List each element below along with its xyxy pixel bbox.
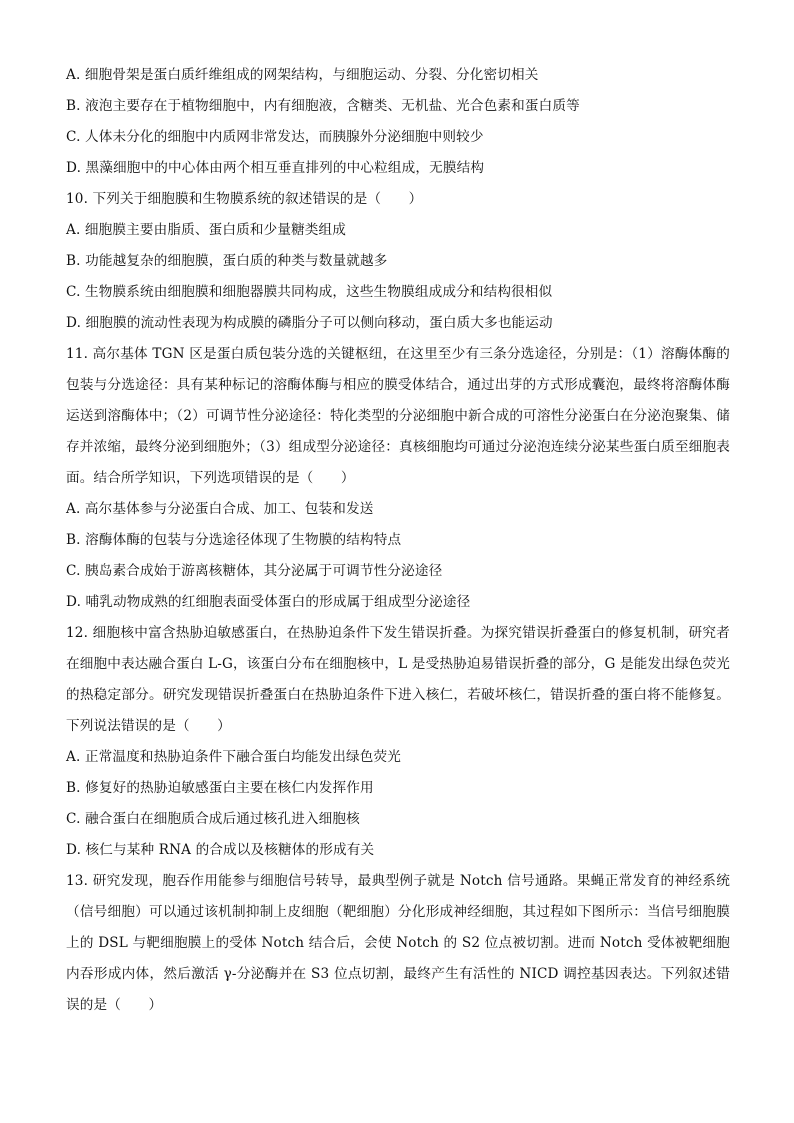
option-11b: B. 溶酶体酶的包装与分选途径体现了生物膜的结构特点: [66, 532, 402, 548]
question-12: 12. 细胞核中富含热胁迫敏感蛋白，在热胁迫条件下发生错误折叠。为探究错误折叠蛋白的修复机制，研究者在细胞中表达融合蛋白 L-G，该蛋白分布在细胞核中，L 是受热胁迫易错误折叠的部分，G 是能发出绿色荧光的热稳定部分。研究发现错误折叠蛋白在热胁迫条件下进入核仁，若破坏核仁，错误折叠的蛋白将不能修复。下列说法错误的是（ ）: [66, 625, 731, 734]
option-12a: A. 正常温度和热胁迫条件下融合蛋白均能发出绿色荧光: [66, 749, 402, 765]
option-11d: D. 哺乳动物成熟的红细胞表面受体蛋白的形成属于组成型分泌途径: [66, 594, 471, 610]
option-12b: B. 修复好的热胁迫敏感蛋白主要在核仁内发挥作用: [66, 780, 374, 796]
option-10d: D. 细胞膜的流动性表现为构成膜的磷脂分子可以侧向移动，蛋白质大多也能运动: [66, 315, 553, 331]
option-10b: B. 功能越复杂的细胞膜，蛋白质的种类与数量就越多: [66, 253, 388, 269]
option-10c: C. 生物膜系统由细胞膜和细胞器膜共同构成，这些生物膜组成成分和结构很相似: [66, 284, 553, 300]
question-13: 13. 研究发现，胞吞作用能参与细胞信号转导，最典型例子就是 Notch 信号通路。果蝇正常发育的神经系统（信号细胞）可以通过该机制抑制上皮细胞（靶细胞）分化形成神经细胞，其过程如下图所示：当信号细胞膜上的 DSL 与靶细胞膜上的受体 Notch 结合后，会使 Notch 的 S2 位点被切割。进而 Notch 受体被靶细胞内吞形成内体，然后激活 γ-分泌酶并在 S3 位点切割，最终产生有活性的 NICD 调控基因表达。下列叙述错误的是（ ）: [66, 873, 730, 1013]
option-12c: C. 融合蛋白在细胞质合成后通过核孔进入细胞核: [66, 811, 360, 827]
exam-page: [66, 60, 730, 1021]
option-9c: C. 人体未分化的细胞中内质网非常发达，而胰腺外分泌细胞中则较少: [66, 129, 484, 145]
question-11: 11. 高尔基体 TGN 区是蛋白质包装分选的关键枢纽，在这里至少有三条分选途径，分别是：（1）溶酶体酶的包装与分选途径：具有某种标记的溶酶体酶与相应的膜受体结合，通过出芽的方式形成囊泡，最终将溶酶体酶运送到溶酶体中；（2）可调节性分泌途径：特化类型的分泌细胞中新合成的可溶性分泌蛋白在分泌泡聚集、储存并浓缩，最终分泌到细胞外；（3）组成型分泌途径：真核细胞均可通过分泌泡连续分泌某些蛋白质至细胞表面。结合所学知识，下列选项错误的是（ ）: [66, 346, 730, 486]
option-9a: A. 细胞骨架是蛋白质纤维组成的网架结构，与细胞运动、分裂、分化密切相关: [66, 67, 539, 83]
option-11a: A. 高尔基体参与分泌蛋白合成、加工、包装和发送: [66, 501, 374, 517]
option-12d: D. 核仁与某种 RNA 的合成以及核糖体的形成有关: [66, 842, 375, 858]
question-10: 10. 下列关于细胞膜和生物膜系统的叙述错误的是（ ）: [66, 191, 423, 207]
option-11c: C. 胰岛素合成始于游离核糖体，其分泌属于可调节性分泌途径: [66, 563, 443, 579]
option-10a: A. 细胞膜主要由脂质、蛋白质和少量糖类组成: [66, 222, 347, 238]
option-9d: D. 黑藻细胞中的中心体由两个相互垂直排列的中心粒组成，无膜结构: [66, 160, 485, 176]
option-9b: B. 液泡主要存在于植物细胞中，内有细胞液，含糖类、无机盐、光合色素和蛋白质等: [66, 98, 580, 114]
